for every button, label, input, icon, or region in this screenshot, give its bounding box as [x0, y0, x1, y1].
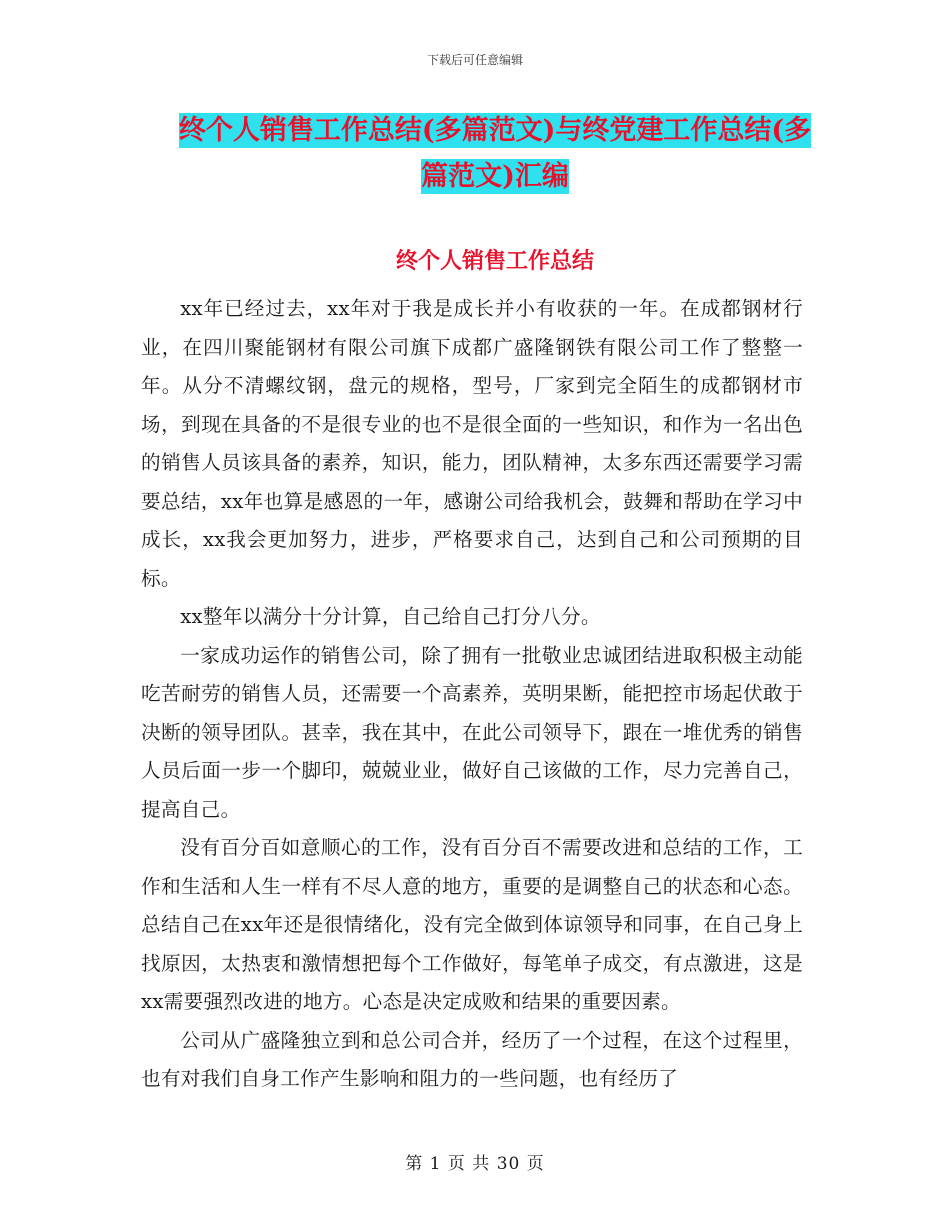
- paragraph: xx整年以满分十分计算，自己给自己打分八分。: [180, 605, 601, 628]
- document-title: [140, 108, 850, 200]
- paragraph: 一家成功运作的销售公司，除了拥有一批敬业忠诚团结进取积极主动能吃苦耐劳的销售人员，还需要一个高素养，英明果断，能把控市场起伏敢于决断的领导团队。甚幸，我在其中，在此公司领导下，跟在一堆优秀的销售人员后面一步一个脚印，兢兢业业，做好自己该做的工作，尽力完善自己，提高自己。: [141, 643, 803, 821]
- body-text: [141, 290, 803, 1099]
- paragraph: xx年已经过去，xx年对于我是成长并小有收获的一年。在成都钢材行业，在四川聚能钢材有限公司旗下成都广盛隆钢铁有限公司工作了整整一年。从分不清螺纹钢，盘元的规格，型号，厂家到完全陌生的成都钢材市场，到现在具备的不是很专业的也不是很全面的一些知识，和作为一名出色的销售人员该具备的素养，知识，能力，团队精神，太多东西还需要学习需要总结，xx年也算是感恩的一年，感谢公司给我机会，鼓舞和帮助在学习中成长，xx我会更加努力，进步，严格要求自己，达到自己和公司预期的目标。: [141, 297, 803, 590]
- page-number: 第 1 页 共 30 页: [405, 1154, 545, 1174]
- paragraph: 公司从广盛隆独立到和总公司合并，经历了一个过程，在这个过程里，也有对我们自身工作产生影响和阻力的一些问题，也有经历了: [141, 1028, 803, 1090]
- document-title-line-1: 终个人销售工作总结(多篇范文)与终党建工作总结(多: [178, 115, 812, 146]
- paragraph: 没有百分百如意顺心的工作，没有百分百不需要改进和总结的工作，工作和生活和人生一样有不尽人意的地方，重要的是调整自己的状态和心态。总结自己在xx年还是很情绪化，没有完全做到体谅领导和同事，在自己身上找原因，太热衷和激情想把每个工作做好，每笔单子成交，有点激进，这是xx需要强烈改进的地方。心态是决定成败和结果的重要因素。: [141, 836, 803, 1013]
- page-header-note: 下载后可任意编辑: [426, 53, 523, 67]
- document-title-line-2: 篇范文)汇编: [421, 161, 569, 192]
- section-heading: 终个人销售工作总结: [395, 248, 594, 274]
